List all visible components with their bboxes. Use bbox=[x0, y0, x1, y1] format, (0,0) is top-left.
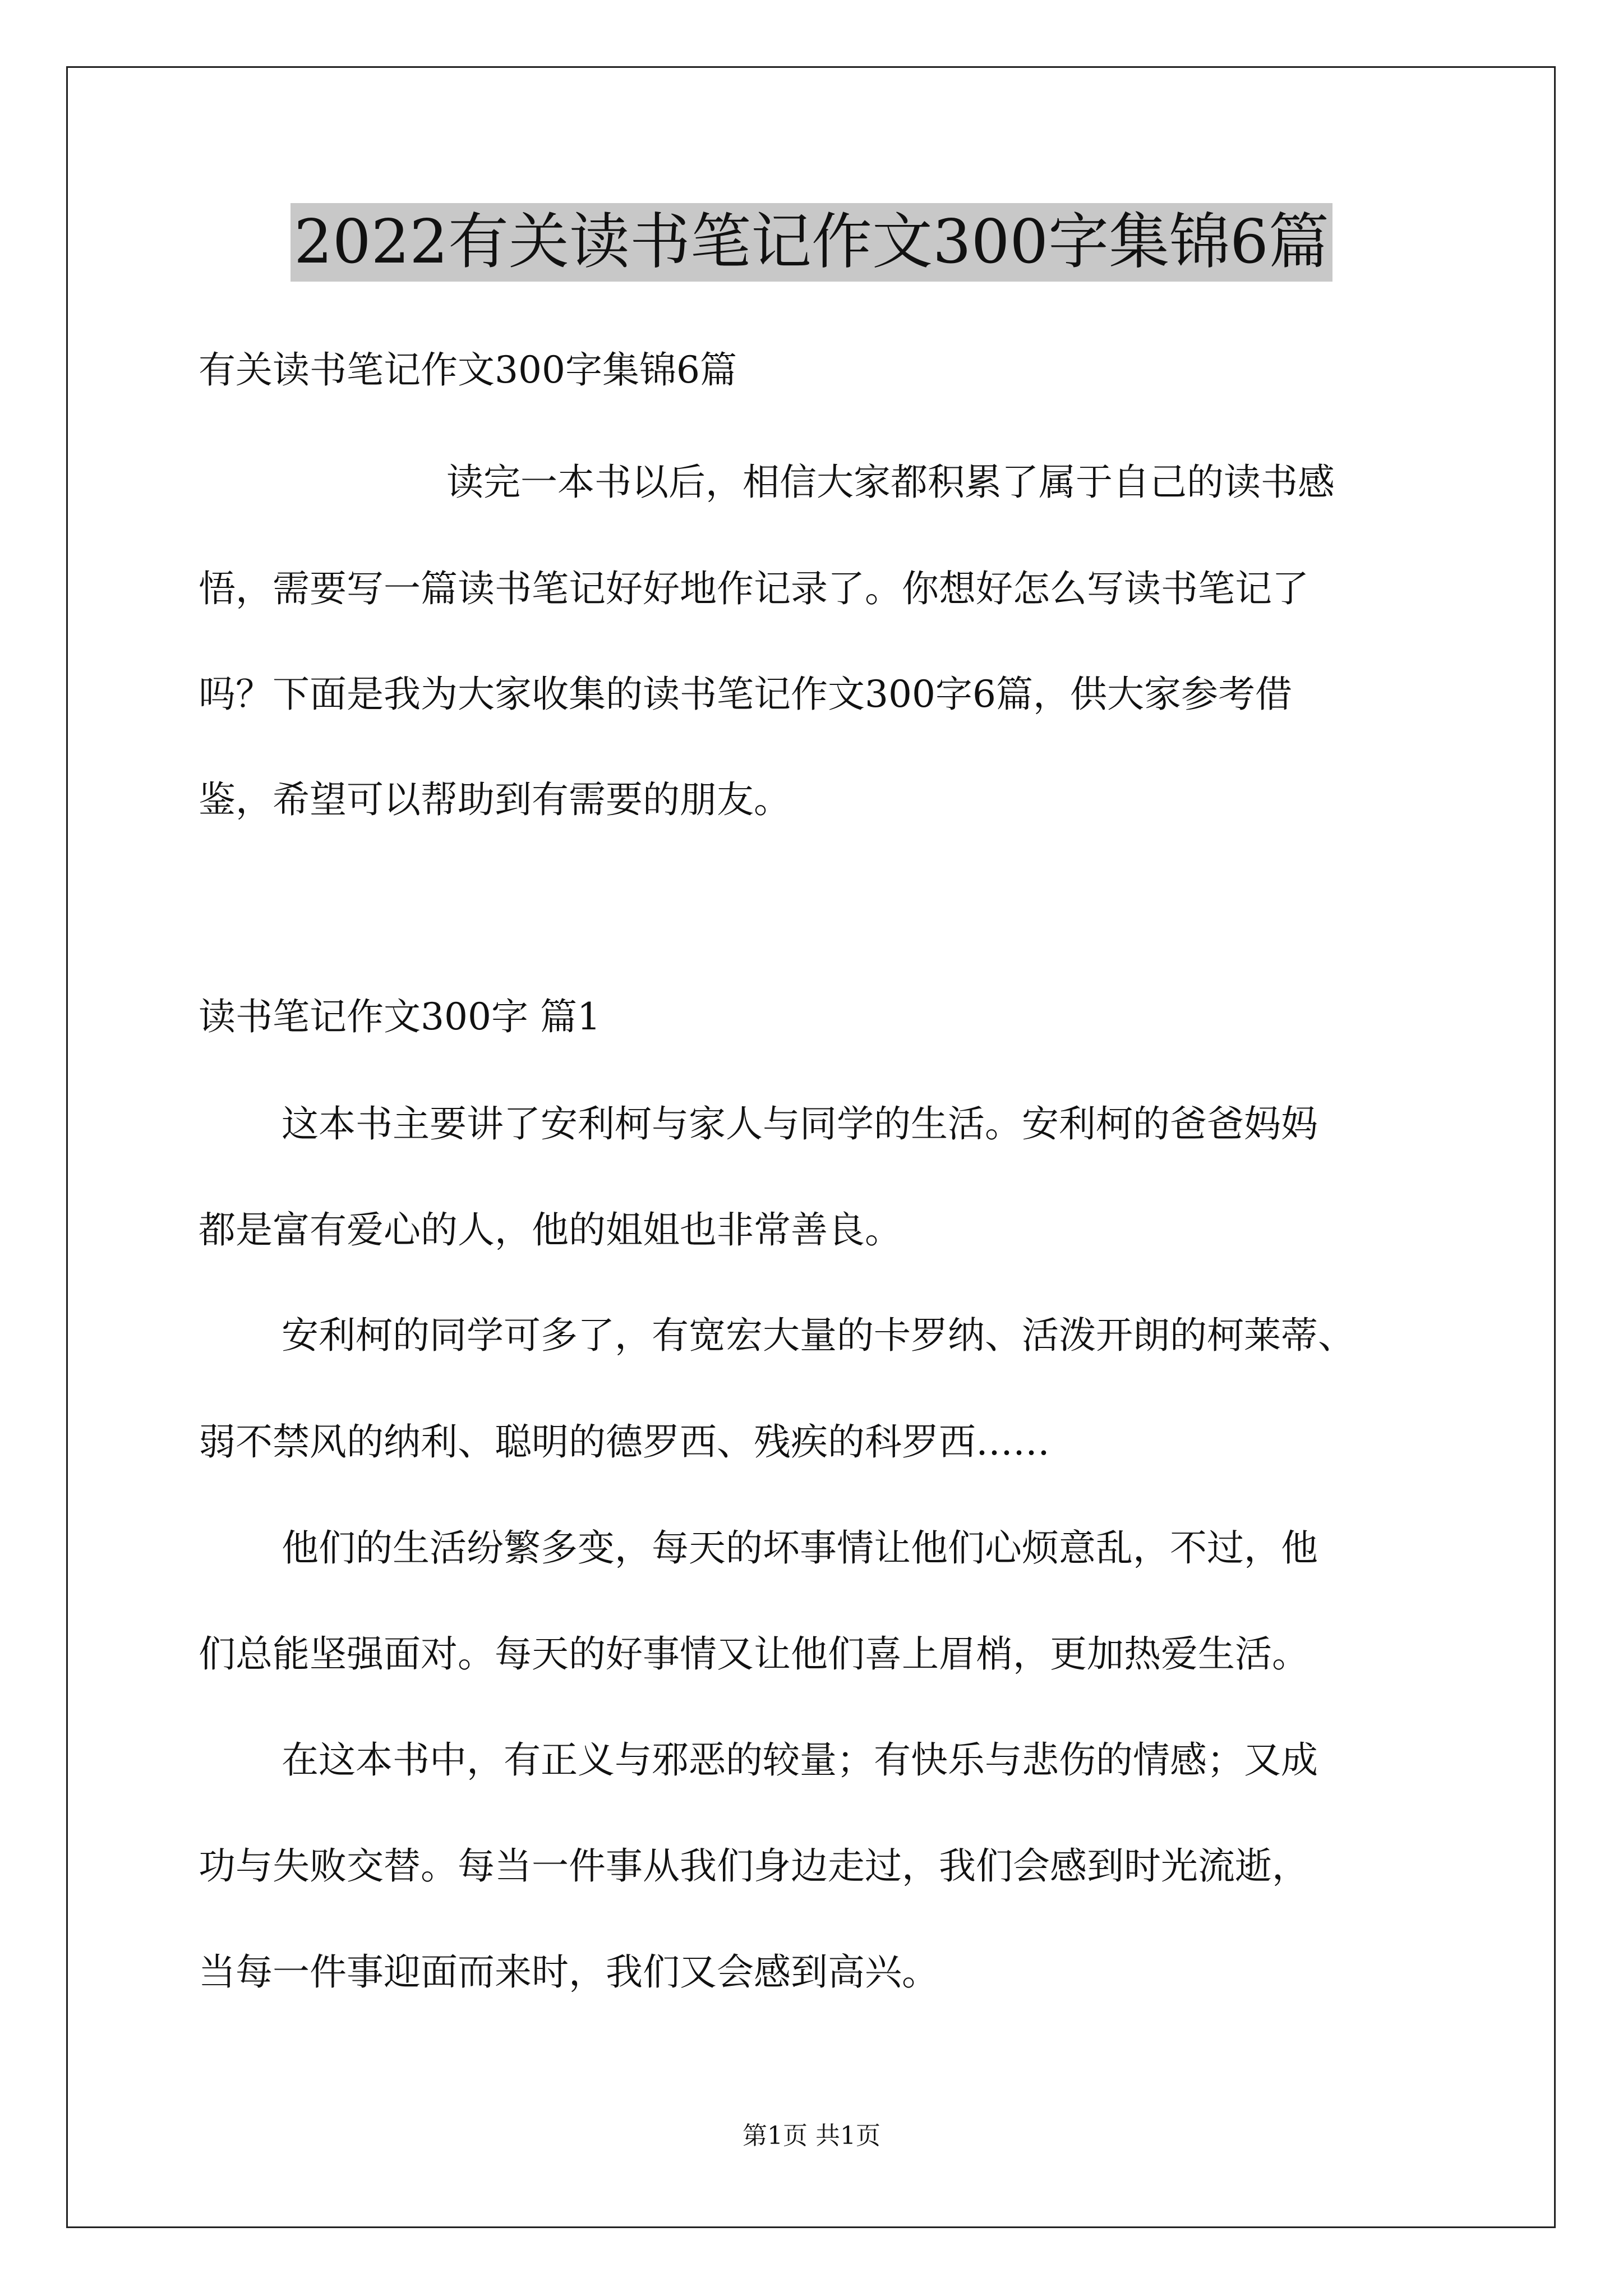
body-line-5: 他们的生活纷繁多变，每天的坏事情让他们心烦意乱，不过，他 bbox=[282, 1526, 1318, 1570]
intro-line-4: 鉴，希望可以帮助到有需要的朋友。 bbox=[199, 778, 791, 821]
page-footer: 第1页 共1页 bbox=[743, 2122, 880, 2150]
intro-line-1: 读完一本书以后，相信大家都积累了属于自己的读书感 bbox=[446, 461, 1335, 504]
title-container bbox=[0, 203, 1623, 282]
document-subtitle: 有关读书笔记作文300字集锦6篇 bbox=[199, 348, 737, 392]
body-line-7: 在这本书中，有正义与邪恶的较量；有快乐与悲伤的情感；又成 bbox=[282, 1738, 1318, 1782]
body-line-9: 当每一件事迎面而来时，我们又会感到高兴。 bbox=[199, 1950, 939, 1994]
section-heading: 读书笔记作文300字 篇1 bbox=[199, 995, 601, 1038]
body-line-6: 们总能坚强面对。每天的好事情又让他们喜上眉梢，更加热爱生活。 bbox=[199, 1632, 1309, 1676]
body-line-1: 这本书主要讲了安利柯与家人与同学的生活。安利柯的爸爸妈妈 bbox=[282, 1102, 1318, 1145]
intro-line-2: 悟，需要写一篇读书笔记好好地作记录了。你想好怎么写读书笔记了 bbox=[199, 567, 1309, 610]
document-title: 2022有关读书笔记作文300字集锦6篇 bbox=[291, 203, 1332, 282]
intro-line-3: 吗？下面是我为大家收集的读书笔记作文300字6篇，供大家参考借 bbox=[199, 673, 1292, 716]
body-line-2: 都是富有爱心的人，他的姐姐也非常善良。 bbox=[199, 1208, 902, 1251]
body-line-3: 安利柯的同学可多了，有宽宏大量的卡罗纳、活泼开朗的柯莱蒂、 bbox=[282, 1314, 1355, 1357]
body-line-4: 弱不禁风的纳利、聪明的德罗西、残疾的科罗西…… bbox=[199, 1420, 1050, 1464]
body-line-8: 功与失败交替。每当一件事从我们身边走过，我们会感到时光流逝， bbox=[199, 1844, 1309, 1888]
